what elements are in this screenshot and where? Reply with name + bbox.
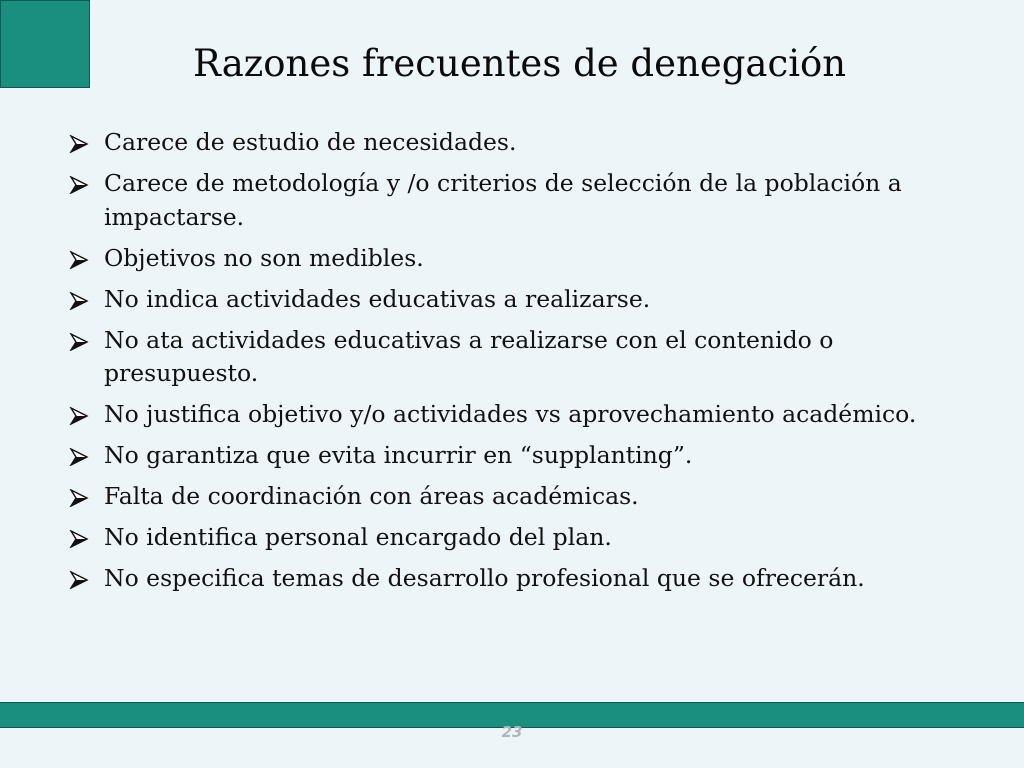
bullet-item bbox=[66, 324, 966, 391]
arrow-bullet-icon bbox=[69, 571, 89, 589]
bullet-item bbox=[66, 562, 966, 596]
bullet-text: Objetivos no son medibles. bbox=[104, 243, 424, 272]
bullet-text: Carece de metodología y /o criterios de selección de la población a impactarse. bbox=[104, 169, 902, 231]
arrow-bullet-icon bbox=[69, 530, 89, 548]
arrow-bullet-icon bbox=[69, 333, 89, 351]
arrow-bullet-icon bbox=[69, 176, 89, 194]
arrow-bullet-icon bbox=[69, 292, 89, 310]
arrow-bullet-icon bbox=[69, 489, 89, 507]
slide-title: Razones frecuentes de denegación bbox=[193, 42, 847, 85]
arrow-bullet-icon bbox=[69, 448, 89, 466]
corner-accent-square bbox=[0, 0, 90, 88]
arrow-bullet-icon bbox=[69, 135, 89, 153]
page-number: 23 bbox=[501, 723, 523, 741]
bullet-item bbox=[66, 521, 966, 555]
bullet-text: No indica actividades educativas a realizarse. bbox=[104, 284, 651, 313]
bullet-item bbox=[66, 480, 966, 514]
bullet-item bbox=[66, 126, 966, 160]
arrow-bullet-icon bbox=[69, 251, 89, 269]
bullet-item bbox=[66, 398, 966, 432]
bullet-text: No ata actividades educativas a realizarse con el contenido o presupuesto. bbox=[104, 325, 834, 387]
bullet-item bbox=[66, 283, 966, 317]
bullet-item bbox=[66, 242, 966, 276]
bullet-text: No identifica personal encargado del plan. bbox=[104, 523, 612, 551]
bullet-text: No justifica objetivo y/o actividades vs aprovechamiento académico. bbox=[104, 400, 917, 428]
bullet-item bbox=[66, 167, 966, 234]
bullet-text: No garantiza que evita incurrir en “supplanting”. bbox=[104, 441, 693, 469]
bullet-text: Falta de coordinación con áreas académicas. bbox=[104, 482, 639, 510]
bullet-item bbox=[66, 439, 966, 473]
arrow-bullet-icon bbox=[69, 407, 89, 425]
bullet-list bbox=[66, 126, 966, 603]
bullet-text: Carece de estudio de necesidades. bbox=[104, 128, 517, 156]
bullet-text: No especifica temas de desarrollo profesional que se ofrecerán. bbox=[104, 564, 865, 592]
